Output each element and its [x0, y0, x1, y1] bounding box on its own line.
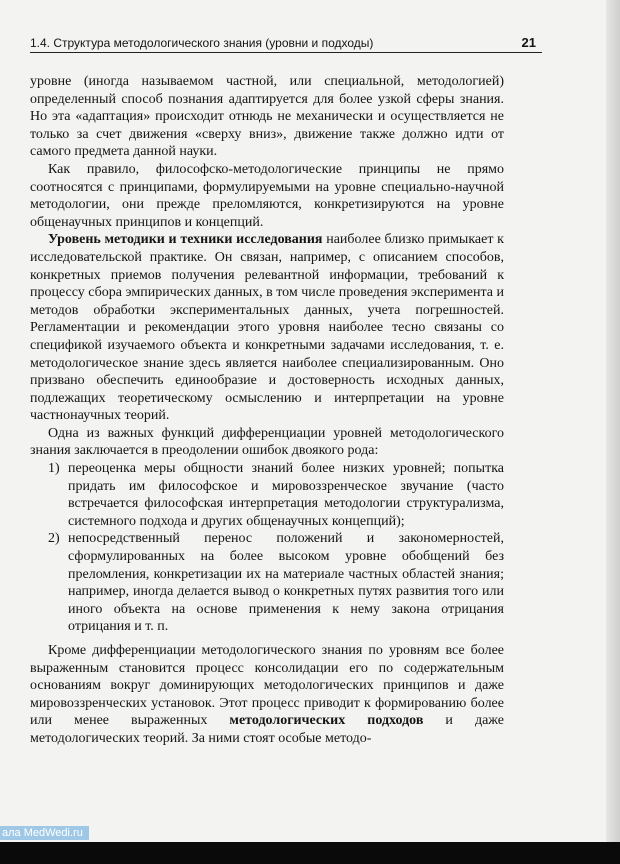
paragraph-5-end: и даже методологических теорий. За ними стоят особые методо- [30, 713, 504, 746]
paragraph-5-text: Кроме дифференциации методологического знания по уровням все более выраженным становится процесс консолидации его по содержательным основаниям вокруг доминирующих методологических принципов и даже мировоззренческих установок. Этот процесс приводит к формированию более или менее выраженных [30, 643, 504, 729]
page-number: 21 [521, 35, 536, 50]
term-methods-level: Уровень методики и техники исследования [48, 232, 323, 248]
error-list [30, 460, 504, 636]
list-item [30, 530, 504, 636]
watermark-link[interactable]: ала MedWedi.ru [0, 826, 89, 840]
scan-bottom-border [0, 842, 620, 864]
list-item-text: непосредственный перенос положений и закономерностей, сформулированных на более высоком уровне обобщений без преломления, конкретизации их на материале частных областей знания; например, иногда делается вывод о конкретных путях развития того или иного объекта на основе применения к нему закона отрицания отрицания и т. п. [68, 531, 504, 635]
paragraph-5 [30, 642, 504, 748]
paragraph-3-text: наиболее близко примыкает к исследовательской практике. Он связан, например, с описанием способов, конкретных приемов получения релевантной информации, требований к процессу сбора эмпирических данных, в том числе проведения эксперимента и методов обработки экспериментальных данных, учета погрешностей. Регламентации и рекомендации этого уровня наиболее тесно связаны со спецификой изучаемого объекта и конкретными задачами исследования, т. е. методологическое знание здесь является наиболее специализированным. Оно призвано обеспечить единообразие и достоверность исходных данных, подлежащих теоретическому осмыслению и интерпретации на уровне частнонаучных теорий. [30, 232, 504, 424]
paragraph-4: Одна из важных функций дифференциации уровней методологического знания заключается в преодолении ошибок двоякого рода: [30, 425, 504, 459]
running-header [30, 35, 536, 50]
section-title: 1.4. Структура методологического знания (уровни и подходы) [30, 36, 374, 50]
header-rule [30, 52, 542, 53]
paragraph-1: уровне (иногда называемом частной, или специальной, методологией) определенный способ познания адаптируется для более узкой сферы знания. Но эта «адаптация» происходит отнюдь не механически и осуществляется не только за счет движения «сверху вниз», движение также должно идти от самого предмета данной науки. [30, 74, 504, 160]
list-item-text: переоценка меры общности знаний более низких уровней; попытка придать им философское и мировоззренческое звучание (часто встречается философская интерпретация методологии структурализма, системного подхода и других общенаучных концепций); [68, 461, 504, 529]
paragraph-3 [30, 231, 504, 425]
list-item-number: 1) [48, 461, 60, 477]
paragraph-2: Как правило, философско-методологические принципы не прямо соотносятся с принципами, формулируемыми на уровне специально-научной методологии, они прежде преломляются, конкретизируются на уровне общенаучных принципов и концепций. [30, 161, 504, 230]
list-item-number: 2) [48, 531, 60, 547]
page-edge-shadow [606, 0, 620, 842]
list-item [30, 460, 504, 530]
term-method-approaches: методологических подходов [229, 713, 424, 729]
page-body [30, 73, 504, 748]
